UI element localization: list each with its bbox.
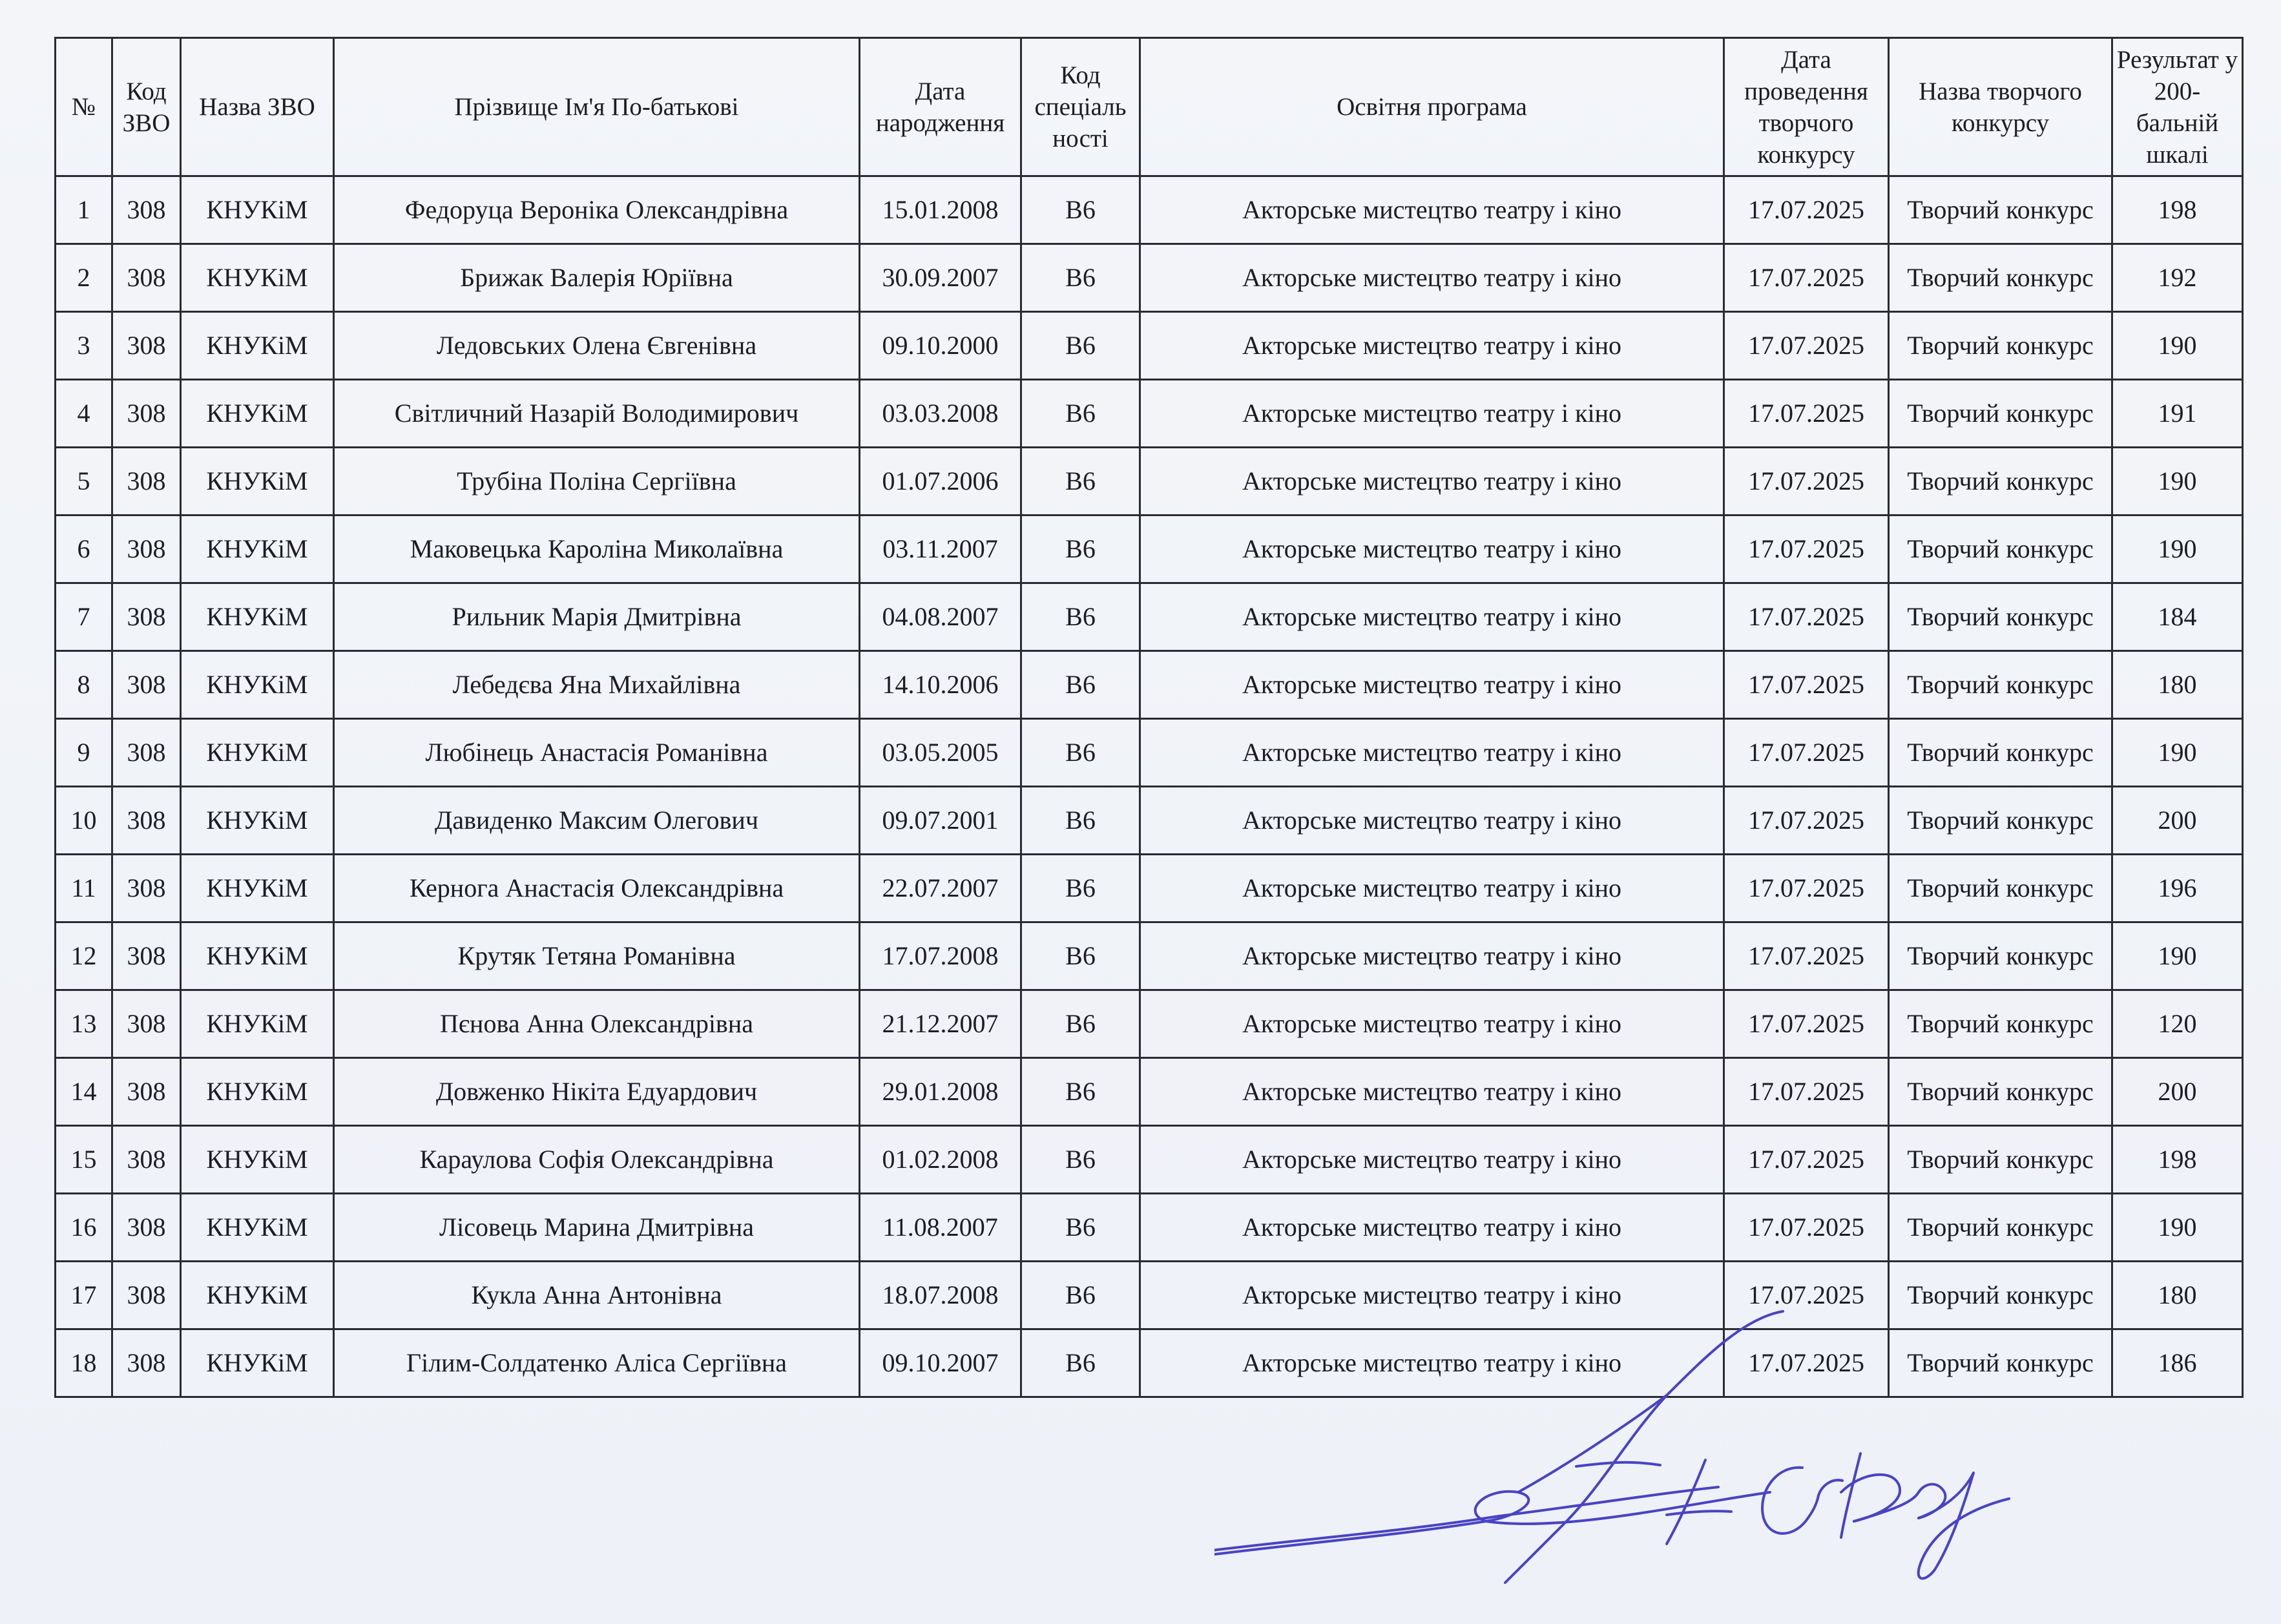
cell-specialty-code: В6 — [1021, 719, 1140, 787]
cell-result: 190 — [2112, 312, 2243, 380]
cell-specialty-code: В6 — [1021, 651, 1140, 719]
cell-contest-name: Творчий конкурс — [1889, 719, 2112, 787]
cell-institution-name: КНУКіМ — [181, 244, 334, 312]
cell-contest-name: Творчий конкурс — [1889, 1194, 2112, 1262]
cell-contest-name: Творчий конкурс — [1889, 448, 2112, 515]
table-row — [56, 583, 2243, 651]
table-row — [56, 1126, 2243, 1194]
cell-specialty-code: В6 — [1021, 515, 1140, 583]
cell-birth-date: 17.07.2008 — [860, 922, 1021, 990]
cell-specialty-code: В6 — [1021, 1262, 1140, 1329]
cell-specialty-code: В6 — [1021, 380, 1140, 448]
table-body — [56, 176, 2243, 1397]
cell-institution-name: КНУКіМ — [181, 583, 334, 651]
cell-institution-code: 308 — [112, 787, 181, 855]
cell-result: 120 — [2112, 990, 2243, 1058]
cell-contest-date: 17.07.2025 — [1724, 1329, 1889, 1397]
cell-number: 2 — [56, 244, 112, 312]
cell-institution-name: КНУКіМ — [181, 1126, 334, 1194]
cell-institution-code: 308 — [112, 855, 181, 922]
cell-full-name: Брижак Валерія Юріївна — [334, 244, 860, 312]
cell-result: 200 — [2112, 787, 2243, 855]
cell-institution-code: 308 — [112, 176, 181, 244]
cell-full-name: Пєнова Анна Олександрівна — [334, 990, 860, 1058]
table-header — [56, 38, 2243, 176]
cell-contest-date: 17.07.2025 — [1724, 922, 1889, 990]
cell-birth-date: 11.08.2007 — [860, 1194, 1021, 1262]
cell-institution-name: КНУКіМ — [181, 1194, 334, 1262]
cell-institution-code: 308 — [112, 1262, 181, 1329]
cell-birth-date: 01.02.2008 — [860, 1126, 1021, 1194]
cell-number: 7 — [56, 583, 112, 651]
cell-result: 198 — [2112, 1126, 2243, 1194]
table-row — [56, 244, 2243, 312]
cell-institution-name: КНУКіМ — [181, 1058, 334, 1126]
cell-institution-name: КНУКіМ — [181, 448, 334, 515]
table-row — [56, 855, 2243, 922]
cell-full-name: Давиденко Максим Олегович — [334, 787, 860, 855]
cell-program: Акторське мистецтво театру і кіно — [1140, 990, 1724, 1058]
cell-birth-date: 09.10.2007 — [860, 1329, 1021, 1397]
cell-number: 16 — [56, 1194, 112, 1262]
header-birth-date: Дата народження — [860, 38, 1021, 176]
cell-birth-date: 04.08.2007 — [860, 583, 1021, 651]
cell-institution-code: 308 — [112, 312, 181, 380]
cell-institution-code: 308 — [112, 244, 181, 312]
cell-institution-name: КНУКіМ — [181, 515, 334, 583]
cell-contest-name: Творчий конкурс — [1889, 651, 2112, 719]
cell-full-name: Трубіна Поліна Сергіївна — [334, 448, 860, 515]
cell-number: 3 — [56, 312, 112, 380]
cell-specialty-code: В6 — [1021, 855, 1140, 922]
cell-program: Акторське мистецтво театру і кіно — [1140, 1126, 1724, 1194]
table-row — [56, 787, 2243, 855]
cell-program: Акторське мистецтво театру і кіно — [1140, 1058, 1724, 1126]
cell-program: Акторське мистецтво театру і кіно — [1140, 1329, 1724, 1397]
cell-program: Акторське мистецтво театру і кіно — [1140, 176, 1724, 244]
table-row — [56, 922, 2243, 990]
cell-result: 198 — [2112, 176, 2243, 244]
cell-birth-date: 22.07.2007 — [860, 855, 1021, 922]
cell-institution-name: КНУКіМ — [181, 380, 334, 448]
cell-result: 190 — [2112, 448, 2243, 515]
cell-program: Акторське мистецтво театру і кіно — [1140, 651, 1724, 719]
cell-number: 1 — [56, 176, 112, 244]
cell-number: 13 — [56, 990, 112, 1058]
cell-specialty-code: В6 — [1021, 922, 1140, 990]
cell-result: 186 — [2112, 1329, 2243, 1397]
cell-birth-date: 03.11.2007 — [860, 515, 1021, 583]
cell-birth-date: 15.01.2008 — [860, 176, 1021, 244]
cell-full-name: Світличний Назарій Володимирович — [334, 380, 860, 448]
cell-full-name: Лісовець Марина Дмитрівна — [334, 1194, 860, 1262]
cell-contest-date: 17.07.2025 — [1724, 1126, 1889, 1194]
cell-contest-name: Творчий конкурс — [1889, 787, 2112, 855]
cell-birth-date: 01.07.2006 — [860, 448, 1021, 515]
header-result: Результат у 200-бальній шкалі — [2112, 38, 2243, 176]
cell-number: 10 — [56, 787, 112, 855]
cell-number: 17 — [56, 1262, 112, 1329]
cell-contest-date: 17.07.2025 — [1724, 1194, 1889, 1262]
header-program: Освітня програма — [1140, 38, 1724, 176]
cell-result: 196 — [2112, 855, 2243, 922]
cell-contest-name: Творчий конкурс — [1889, 380, 2112, 448]
cell-result: 190 — [2112, 719, 2243, 787]
table-row — [56, 448, 2243, 515]
cell-number: 5 — [56, 448, 112, 515]
cell-contest-date: 17.07.2025 — [1724, 1058, 1889, 1126]
cell-birth-date: 29.01.2008 — [860, 1058, 1021, 1126]
cell-result: 190 — [2112, 515, 2243, 583]
cell-number: 6 — [56, 515, 112, 583]
cell-contest-date: 17.07.2025 — [1724, 583, 1889, 651]
cell-result: 192 — [2112, 244, 2243, 312]
cell-full-name: Кернога Анастасія Олександрівна — [334, 855, 860, 922]
cell-birth-date: 18.07.2008 — [860, 1262, 1021, 1329]
cell-specialty-code: В6 — [1021, 176, 1140, 244]
cell-full-name: Рильник Марія Дмитрівна — [334, 583, 860, 651]
cell-program: Акторське мистецтво театру і кіно — [1140, 312, 1724, 380]
cell-result: 190 — [2112, 922, 2243, 990]
cell-program: Акторське мистецтво театру і кіно — [1140, 922, 1724, 990]
handwritten-signature-icon — [1214, 1298, 2041, 1589]
cell-specialty-code: В6 — [1021, 448, 1140, 515]
cell-number: 4 — [56, 380, 112, 448]
cell-program: Акторське мистецтво театру і кіно — [1140, 583, 1724, 651]
cell-contest-date: 17.07.2025 — [1724, 515, 1889, 583]
cell-contest-name: Творчий конкурс — [1889, 244, 2112, 312]
cell-full-name: Гілим-Солдатенко Аліса Сергіївна — [334, 1329, 860, 1397]
cell-contest-name: Творчий конкурс — [1889, 176, 2112, 244]
header-specialty-code: Код спеціаль ності — [1021, 38, 1140, 176]
cell-contest-date: 17.07.2025 — [1724, 244, 1889, 312]
cell-institution-name: КНУКіМ — [181, 312, 334, 380]
cell-institution-name: КНУКіМ — [181, 176, 334, 244]
cell-program: Акторське мистецтво театру і кіно — [1140, 855, 1724, 922]
cell-result: 191 — [2112, 380, 2243, 448]
cell-result: 200 — [2112, 1058, 2243, 1126]
cell-specialty-code: В6 — [1021, 1329, 1140, 1397]
cell-full-name: Федоруца Вероніка Олександрівна — [334, 176, 860, 244]
cell-program: Акторське мистецтво театру і кіно — [1140, 244, 1724, 312]
cell-program: Акторське мистецтво театру і кіно — [1140, 380, 1724, 448]
cell-contest-date: 17.07.2025 — [1724, 448, 1889, 515]
cell-full-name: Лебедєва Яна Михайлівна — [334, 651, 860, 719]
cell-full-name: Кукла Анна Антонівна — [334, 1262, 860, 1329]
cell-institution-code: 308 — [112, 922, 181, 990]
cell-birth-date: 30.09.2007 — [860, 244, 1021, 312]
cell-institution-name: КНУКіМ — [181, 651, 334, 719]
cell-institution-code: 308 — [112, 651, 181, 719]
cell-institution-name: КНУКіМ — [181, 855, 334, 922]
cell-specialty-code: В6 — [1021, 990, 1140, 1058]
cell-birth-date: 09.10.2000 — [860, 312, 1021, 380]
cell-number: 11 — [56, 855, 112, 922]
cell-result: 184 — [2112, 583, 2243, 651]
cell-contest-name: Творчий конкурс — [1889, 1329, 2112, 1397]
cell-program: Акторське мистецтво театру і кіно — [1140, 448, 1724, 515]
cell-contest-name: Творчий конкурс — [1889, 515, 2112, 583]
cell-result: 180 — [2112, 651, 2243, 719]
cell-specialty-code: В6 — [1021, 1058, 1140, 1126]
cell-contest-date: 17.07.2025 — [1724, 990, 1889, 1058]
cell-institution-code: 308 — [112, 380, 181, 448]
table-row — [56, 1194, 2243, 1262]
cell-program: Акторське мистецтво театру і кіно — [1140, 787, 1724, 855]
cell-birth-date: 21.12.2007 — [860, 990, 1021, 1058]
header-institution-code: Код ЗВО — [112, 38, 181, 176]
cell-number: 15 — [56, 1126, 112, 1194]
cell-institution-code: 308 — [112, 1194, 181, 1262]
cell-contest-date: 17.07.2025 — [1724, 312, 1889, 380]
header-contest-date: Дата проведення творчого конкурсу — [1724, 38, 1889, 176]
cell-contest-date: 17.07.2025 — [1724, 1262, 1889, 1329]
cell-specialty-code: В6 — [1021, 244, 1140, 312]
cell-contest-name: Творчий конкурс — [1889, 922, 2112, 990]
cell-number: 12 — [56, 922, 112, 990]
cell-specialty-code: В6 — [1021, 787, 1140, 855]
table-row — [56, 515, 2243, 583]
cell-result: 190 — [2112, 1194, 2243, 1262]
table-row — [56, 651, 2243, 719]
cell-institution-name: КНУКіМ — [181, 922, 334, 990]
cell-institution-name: КНУКіМ — [181, 787, 334, 855]
cell-number: 9 — [56, 719, 112, 787]
cell-institution-name: КНУКіМ — [181, 1262, 334, 1329]
cell-specialty-code: В6 — [1021, 312, 1140, 380]
cell-contest-date: 17.07.2025 — [1724, 176, 1889, 244]
cell-institution-code: 308 — [112, 1058, 181, 1126]
cell-full-name: Любінець Анастасія Романівна — [334, 719, 860, 787]
cell-program: Акторське мистецтво театру і кіно — [1140, 1194, 1724, 1262]
cell-contest-name: Творчий конкурс — [1889, 312, 2112, 380]
cell-contest-date: 17.07.2025 — [1724, 855, 1889, 922]
cell-contest-date: 17.07.2025 — [1724, 651, 1889, 719]
cell-institution-name: КНУКіМ — [181, 990, 334, 1058]
cell-number: 8 — [56, 651, 112, 719]
table-row — [56, 990, 2243, 1058]
table-row — [56, 176, 2243, 244]
table-row — [56, 312, 2243, 380]
cell-full-name: Ледовських Олена Євгенівна — [334, 312, 860, 380]
cell-birth-date: 03.05.2005 — [860, 719, 1021, 787]
cell-contest-date: 17.07.2025 — [1724, 719, 1889, 787]
cell-birth-date: 03.03.2008 — [860, 380, 1021, 448]
table-row — [56, 1058, 2243, 1126]
cell-institution-name: КНУКіМ — [181, 719, 334, 787]
cell-contest-name: Творчий конкурс — [1889, 990, 2112, 1058]
cell-number: 18 — [56, 1329, 112, 1397]
cell-institution-code: 308 — [112, 515, 181, 583]
cell-program: Акторське мистецтво театру і кіно — [1140, 719, 1724, 787]
header-full-name: Прізвище Ім'я По-батькові — [334, 38, 860, 176]
cell-contest-name: Творчий конкурс — [1889, 1262, 2112, 1329]
cell-result: 180 — [2112, 1262, 2243, 1329]
cell-contest-name: Творчий конкурс — [1889, 1058, 2112, 1126]
results-table — [54, 37, 2244, 1398]
cell-specialty-code: В6 — [1021, 583, 1140, 651]
cell-contest-name: Творчий конкурс — [1889, 855, 2112, 922]
cell-institution-name: КНУКіМ — [181, 1329, 334, 1397]
table-row — [56, 380, 2243, 448]
cell-specialty-code: В6 — [1021, 1126, 1140, 1194]
header-contest-name: Назва творчого конкурсу — [1889, 38, 2112, 176]
header-row — [56, 38, 2243, 176]
table-row — [56, 719, 2243, 787]
cell-full-name: Крутяк Тетяна Романівна — [334, 922, 860, 990]
cell-specialty-code: В6 — [1021, 1194, 1140, 1262]
cell-institution-code: 308 — [112, 1329, 181, 1397]
header-number: № — [56, 38, 112, 176]
cell-number: 14 — [56, 1058, 112, 1126]
cell-birth-date: 09.07.2001 — [860, 787, 1021, 855]
cell-institution-code: 308 — [112, 583, 181, 651]
header-institution-name: Назва ЗВО — [181, 38, 334, 176]
cell-birth-date: 14.10.2006 — [860, 651, 1021, 719]
cell-contest-name: Творчий конкурс — [1889, 583, 2112, 651]
cell-full-name: Маковецька Кароліна Миколаївна — [334, 515, 860, 583]
cell-program: Акторське мистецтво театру і кіно — [1140, 515, 1724, 583]
cell-contest-name: Творчий конкурс — [1889, 1126, 2112, 1194]
cell-full-name: Довженко Нікіта Едуардович — [334, 1058, 860, 1126]
cell-full-name: Караулова Софія Олександрівна — [334, 1126, 860, 1194]
cell-institution-code: 308 — [112, 719, 181, 787]
cell-institution-code: 308 — [112, 990, 181, 1058]
cell-contest-date: 17.07.2025 — [1724, 787, 1889, 855]
cell-institution-code: 308 — [112, 448, 181, 515]
cell-contest-date: 17.07.2025 — [1724, 380, 1889, 448]
cell-institution-code: 308 — [112, 1126, 181, 1194]
cell-program: Акторське мистецтво театру і кіно — [1140, 1262, 1724, 1329]
